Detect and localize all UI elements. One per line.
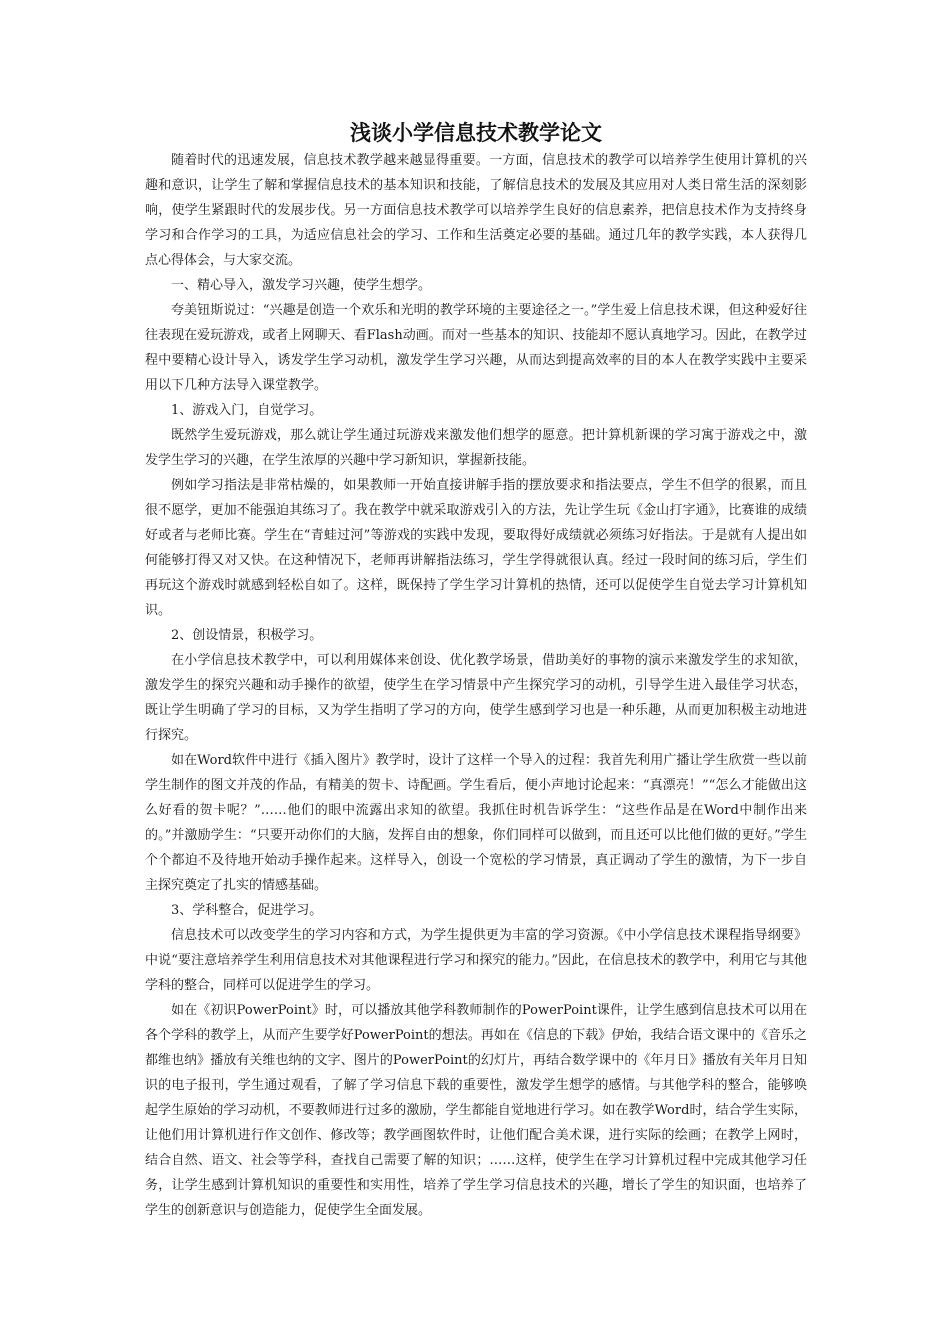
paragraph: 在小学信息技术教学中，可以利用媒体来创设、优化教学场景，借助美好的事物的演示来激发学生的求知欲，激发学生的探究兴趣和动手操作的欲望，使学生在学习情景中产生探究学习的动机，引导学生进入最佳学习状态，既让学生明确了学习的目标，又为学生指明了学习的方向，使学生感到学习也是一种乐趣，从而更加积极主动地进行探究。 [145,653,807,743]
paragraph: 如在Word软件中进行《插入图片》教学时，设计了这样一个导入的过程：我首先利用广播让学生欣赏一些以前学生制作的图文并茂的作品，有精美的贺卡、诗配画。学生看后，便小声地讨论起来：“真漂亮！”“怎么才能做出这么好看的贺卡呢？”……他们的眼中流露出求知的欲望。我抓住时机告诉学生：“这些作品是在Word中制作出来的。”并激励学生：“只要开动你们的大脑，发挥自由的想象，你们同样可以做到，而且还可以比他们做的更好。”学生个个都迫不及待地开始动手操作起来。这样导入，创设一个宽松的学习情景，真正调动了学生的激情，为下一步自主探究奠定了扎实的情感基础。 [145,753,807,893]
subheading-2: 2、创设情景，积极学习。 [171,628,323,643]
paragraph: 夸美钮斯说过：“兴趣是创造一个欢乐和光明的教学环境的主要途径之一。”学生爱上信息技术课，但这种爱好往往表现在爱玩游戏，或者上网聊天、看Flash动画。而对一些基本的知识、技能却不愿认真地学习。因此，在教学过程中要精心设计导入，诱发学生学习动机，激发学生学习兴趣，从而达到提高效率的目的本人在教学实践中主要采用以下几种方法导入课堂教学。 [145,303,807,393]
subheading-3: 3、学科整合，促进学习。 [171,903,323,918]
paragraph: 例如学习指法是非常枯燥的，如果教师一开始直接讲解手指的摆放要求和指法要点，学生不但学的很累，而且很不愿学，更加不能强迫其练习了。我在教学中就采取游戏引入的方法，先让学生玩《金山打字通》，比赛谁的成绩好或者与老师比赛。学生在“青蛙过河”等游戏的实践中发现，要取得好成绩就必须练习好指法。于是就有人提出如何能够打得又对又快。在这种情况下，老师再讲解指法练习，学生学得就很认真。经过一段时间的练习后，学生们再玩这个游戏时就感到轻松自如了。这样，既保持了学生学习计算机的热情，还可以促使学生自觉去学习计算机知识。 [145,478,807,618]
document-page [145,118,807,1223]
subheading-1: 1、游戏入门，自觉学习。 [171,403,323,418]
paragraph: 信息技术可以改变学生的学习内容和方式，为学生提供更为丰富的学习资源。《中小学信息技术课程指导纲要》中说“要注意培养学生利用信息技术对其他课程进行学习和探究的能力。”因此，在信息技术的教学中，利用它与其他学科的整合，同样可以促进学生的学习。 [145,928,807,993]
document-title: 浅谈小学信息技术教学论文 [350,121,602,145]
paragraph: 既然学生爱玩游戏，那么就让学生通过玩游戏来激发他们想学的愿意。把计算机新课的学习寓于游戏之中，激发学生学习的兴趣，在学生浓厚的兴趣中学习新知识，掌握新技能。 [145,428,807,468]
paragraph: 如在《初识PowerPoint》时，可以播放其他学科教师制作的PowerPoint课件，让学生感到信息技术可以用在各个学科的教学上，从而产生要学好PowerPoint的想法。再如在《信息的下载》伊始，我结合语文课中的《音乐之都维也纳》播放有关维也纳的文字、图片的PowerPoint的幻灯片，再结合数学课中的《年月日》播放有关年月日知识的电子报刊，学生通过观看，了解了学习信息下载的重要性，激发学生想学的感情。与其他学科的整合，能够唤起学生原始的学习动机，不要教师进行过多的激励，学生都能自觉地进行学习。如在教学Word时，结合学生实际，让他们用计算机进行作文创作、修改等；教学画图软件时，让他们配合美术课，进行实际的绘画；在教学上网时，结合自然、语文、社会等学科，查找自己需要了解的知识；……这样，使学生在学习计算机过程中完成其他学习任务，让学生感到计算机知识的重要性和实用性，培养了学生学习信息技术的兴趣，增长了学生的知识面，也培养了学生的创新意识与创造能力，促使学生全面发展。 [145,1003,807,1218]
paragraph-intro: 随着时代的迅速发展，信息技术教学越来越显得重要。一方面，信息技术的教学可以培养学生使用计算机的兴趣和意识，让学生了解和掌握信息技术的基本知识和技能，了解信息技术的发展及其应用对人类日常生活的深刻影响，使学生紧跟时代的发展步伐。另一方面信息技术教学可以培养学生良好的信息素养，把信息技术作为支持终身学习和合作学习的工具，为适应信息社会的学习、工作和生活奠定必要的基础。通过几年的教学实践，本人获得几点心得体会，与大家交流。 [145,153,807,268]
heading-section-1: 一、精心导入，激发学习兴趣，使学生想学。 [171,278,432,293]
